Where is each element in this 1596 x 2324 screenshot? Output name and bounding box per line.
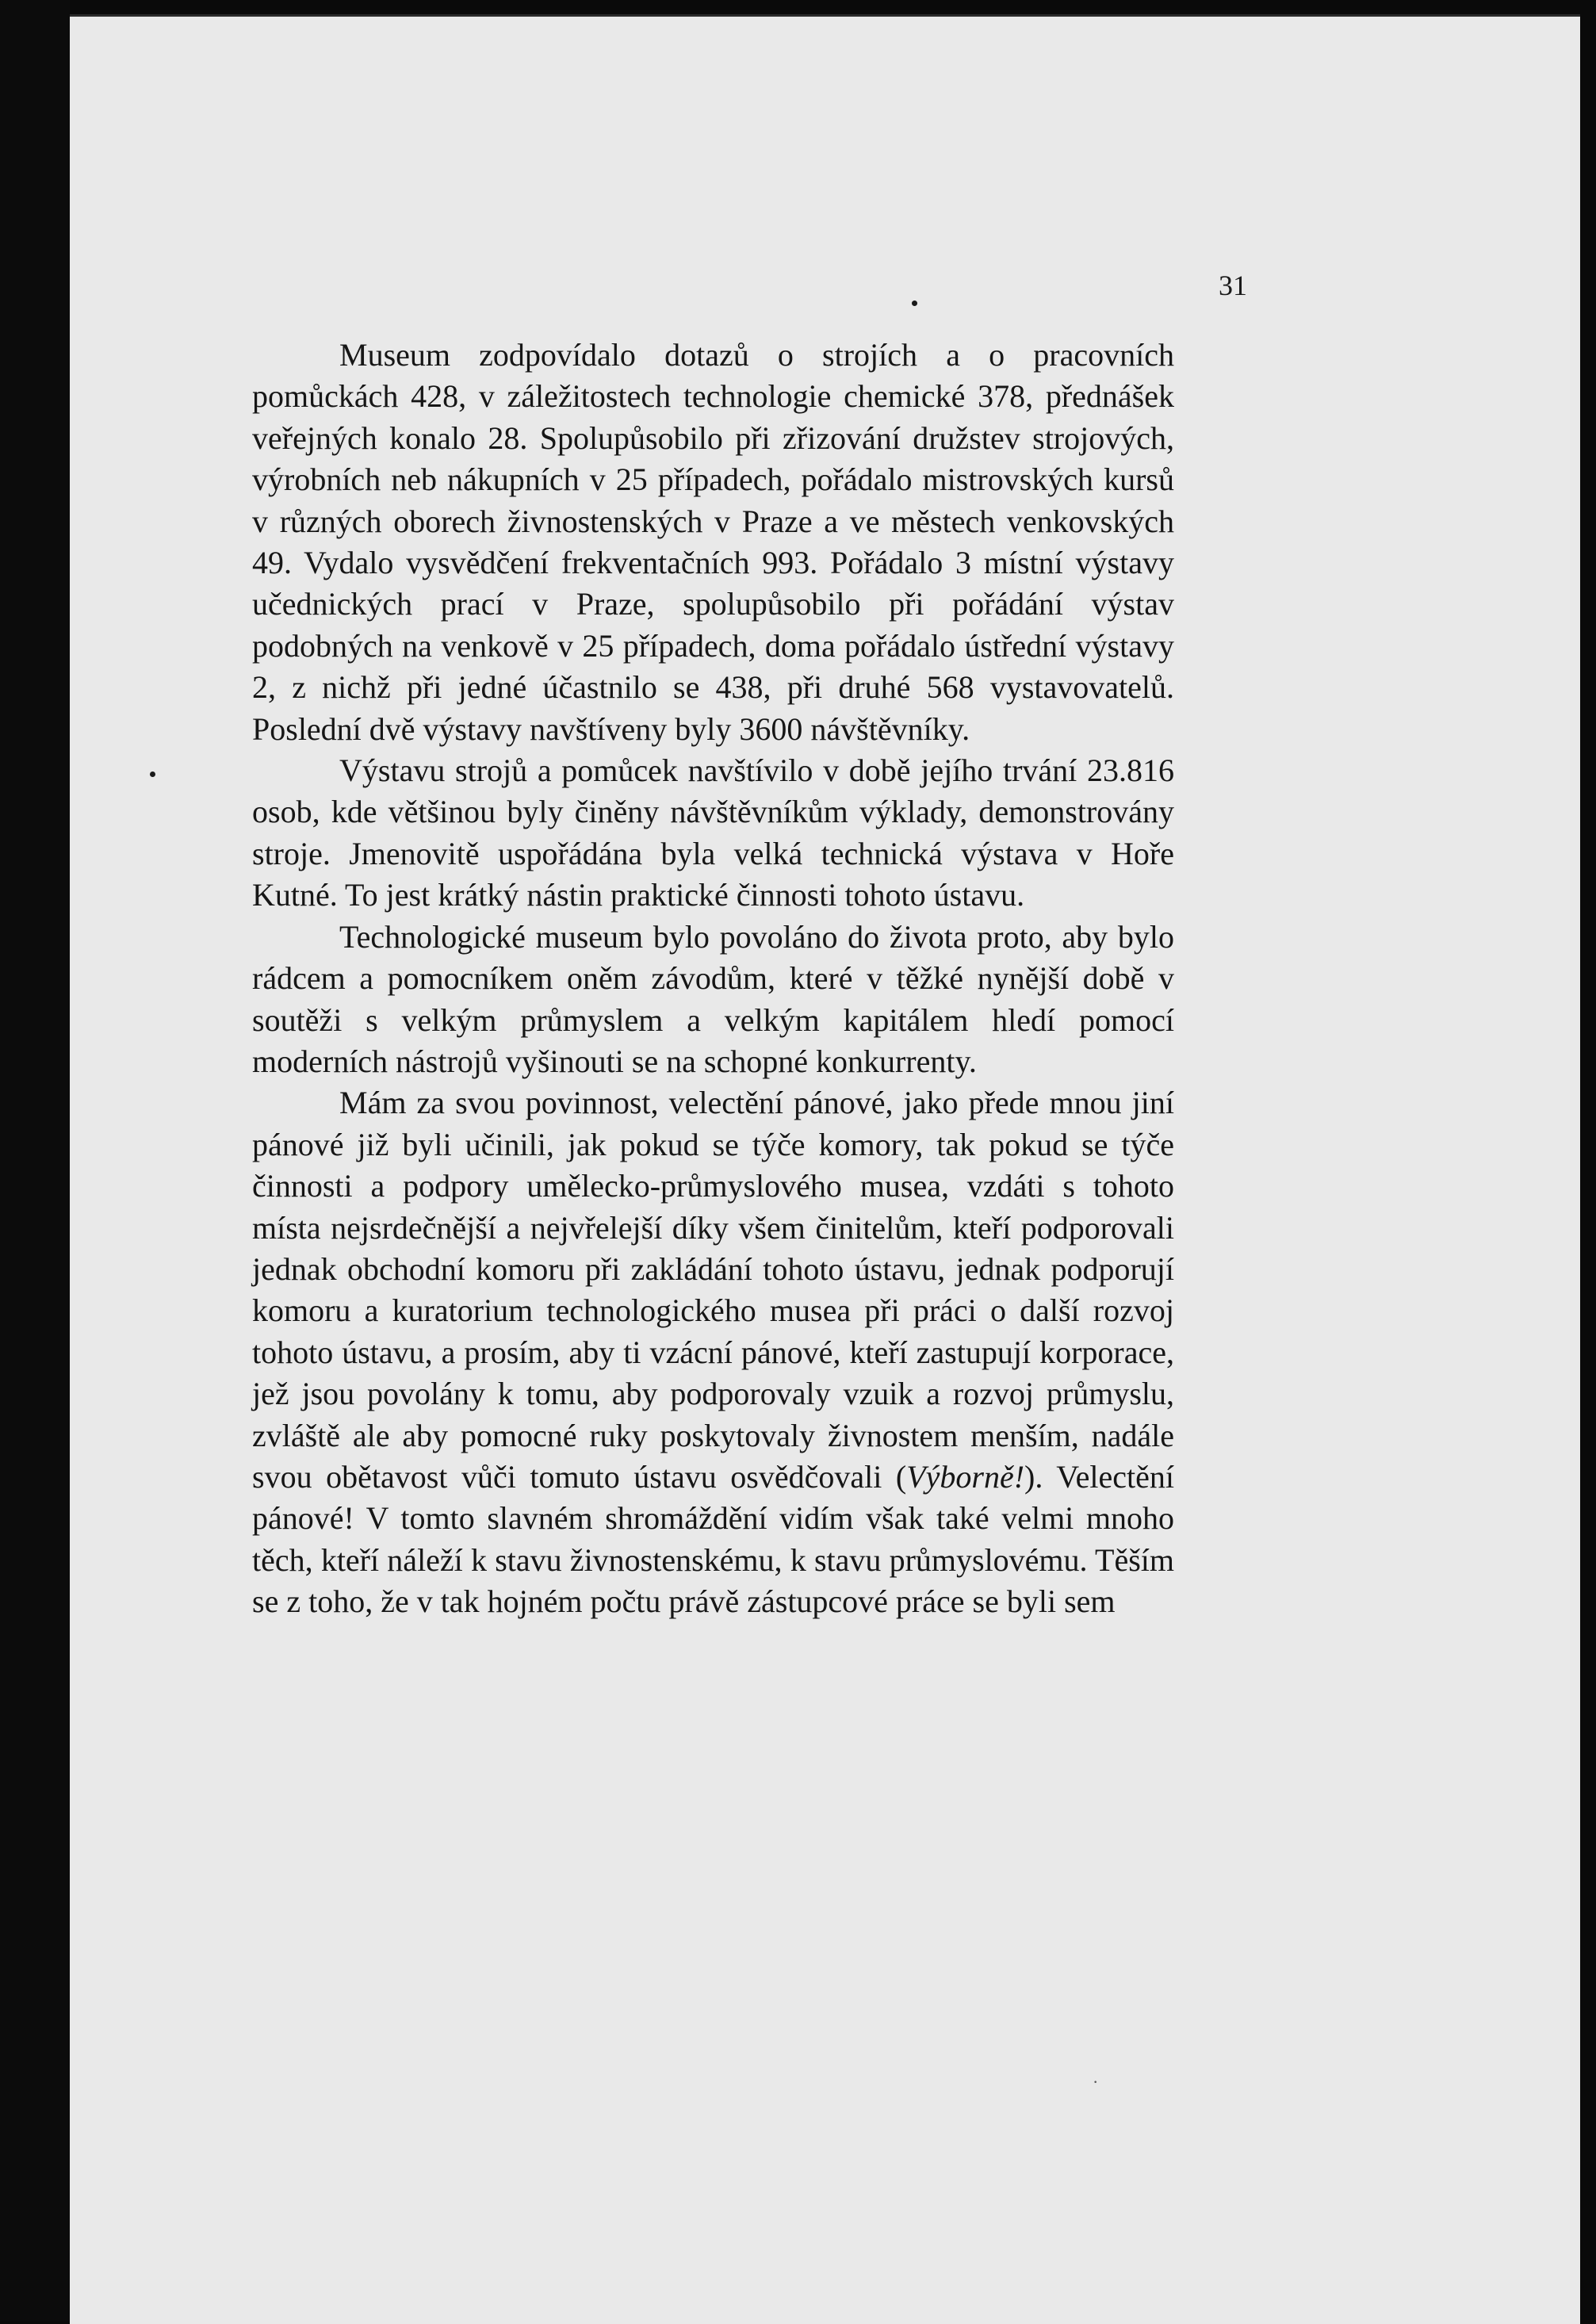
paragraph-4 <box>252 1082 1174 1622</box>
scan-border <box>0 0 70 2322</box>
body-text <box>252 335 1174 1623</box>
paragraph-3: Technologické museum bylo povoláno do života proto, aby bylo rádcem a pomocníkem oněm závodům, které v těžké nynější době v soutěži s velkým průmyslem a velkým kapitálem hledí pomocí moderních nástrojů vyšinouti se na schopné konkurrenty. <box>252 918 1174 1079</box>
paragraph-4-end: ). Velectění pánové! V tomto slavném shromáždění vidím však také velmi mnoho těch, kteří náleží k stavu živnostenskému, k stavu průmyslovému. Těším se z toho, že v tak hojném počtu právě zástupcové práce se byli sem <box>252 1458 1175 1620</box>
audience-exclamation: Výborně! <box>906 1458 1025 1495</box>
paragraph-2: Výstavu strojů a pomůcek navštívilo v době jejího trvání 23.816 osob, kde většinou byly činěny návštěvníkům výklady, demonstrovány stroje. Jmenovitě uspořádána byla velká technická výstava v Hoře Kutné. To jest krátký nástin praktické činnosti tohoto ústavu. <box>252 752 1174 913</box>
page-number: 31 <box>1219 270 1247 301</box>
ink-speck <box>912 301 917 306</box>
ink-speck: · <box>1093 2072 1099 2092</box>
paragraph-4-start: Mám za svou povinnost, velectění pánové, jako přede mnou jiní pánové již byli učinili, jak pokud se týče komory, tak pokud se týče činnosti a podpory umělecko-průmyslového musea, vzdáti s tohoto místa nejsrdečnější a nejvřelejší díky všem činitelům, kteří podporovali jednak obchodní komoru při zakládání tohoto ústavu, jednak podporují komoru a kuratorium technologického musea při práci o další rozvoj tohoto ústavu, a prosím, aby ti vzácní pánové, kteří zastupují korporace, jež jsou povolány k tomu, aby podporovaly vzuik a rozvoj průmyslu, zvláště ale aby pomocné ruky poskytovaly živnostem menším, nadále svou obětavost vůči tomuto ústavu osvědčovali ( <box>252 1085 1174 1495</box>
paragraph-1: Museum zodpovídalo dotazů o strojích a o pracovních pomůckách 428, v záležitostech technologie chemické 378, přednášek veřejných konalo 28. Spolupůsobilo při zřizování družstev strojových, výrobních neb nákupních v 25 případech, pořádalo mistrovských kursů v různých oborech živnostenských v Praze a ve městech venkovských 49. Vydalo vysvědčení frekventačních 993. Pořádalo 3 místní výstavy učednických prací v Praze, spolupůsobilo při pořádání výstav podobných na venkově v 25 případech, doma pořádalo ústřední výstavy 2, z nichž při jedné účastnilo se 438, při druhé 568 vystavovatelů. Poslední dvě výstavy navštíveny byly 3600 návštěvníky. <box>252 337 1174 747</box>
ink-speck <box>150 771 155 777</box>
